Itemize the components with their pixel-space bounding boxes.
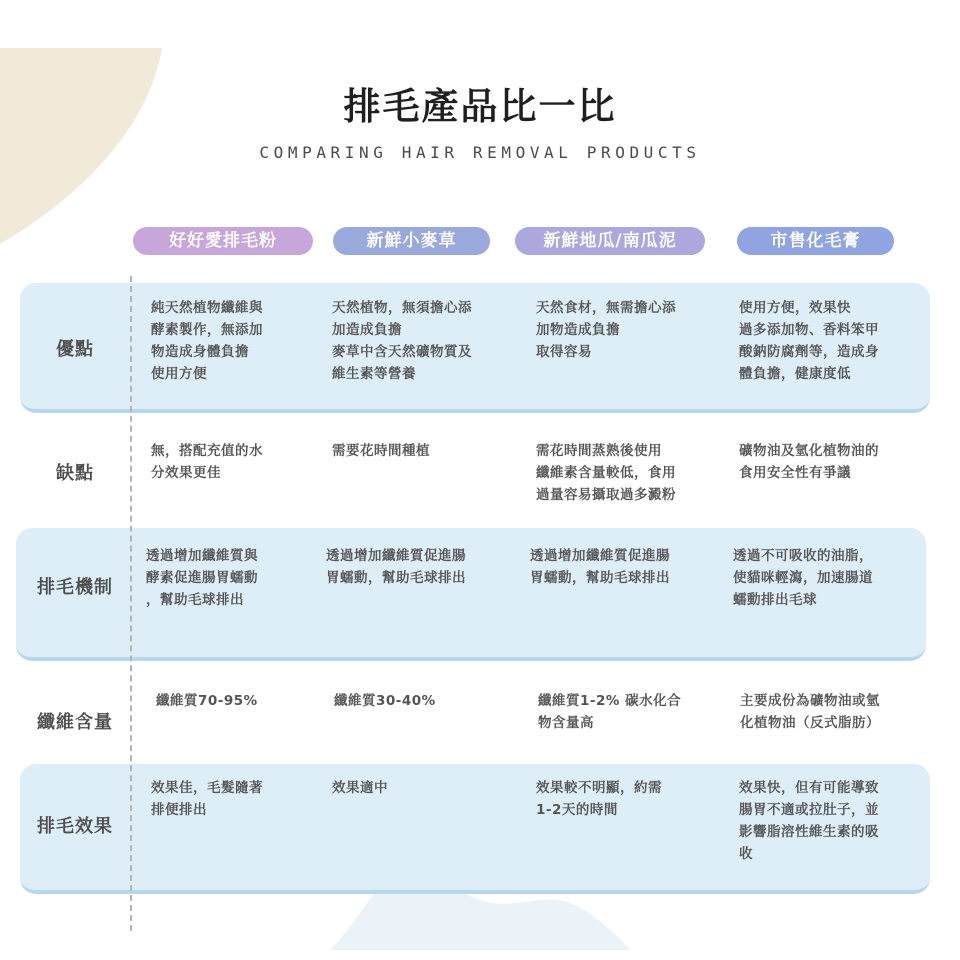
- cell-effect-hairball-paste: 效果快，但有可能導致 腸胃不適或拉肚子，並 影響脂溶性維生素的吸 收: [739, 780, 879, 862]
- page-subtitle: COMPARING HAIR REMOVAL PRODUCTS: [259, 143, 701, 162]
- row-label-cons: 缺點: [56, 463, 94, 484]
- cell-mechanism-wheatgrass: 透過增加纖維質促進腸 胃蠕動，幫助毛球排出: [326, 548, 466, 586]
- cell-fiber-haohaoai: 纖維質70-95%: [156, 693, 258, 709]
- cell-pros-wheatgrass: 天然植物，無須擔心添 加造成負擔 麥草中含天然礦物質及 維生素等營養: [332, 300, 472, 382]
- cell-mechanism-sweet-potato: 透過增加纖維質促進腸 胃蠕動，幫助毛球排出: [530, 548, 670, 586]
- cell-cons-haohaoai: 無，搭配充值的水 分效果更佳: [151, 443, 263, 481]
- cell-mechanism-hairball-paste: 透過不可吸收的油脂， 使貓咪輕瀉，加速腸道 蠕動排出毛球: [733, 548, 873, 608]
- cell-pros-sweet-potato: 天然食材，無需擔心添 加物造成負擔 取得容易: [536, 300, 676, 360]
- cell-fiber-hairball-paste: 主要成份為礦物油或氫 化植物油（反式脂肪）: [740, 693, 880, 731]
- product-pill-sweet-potato: 新鮮地瓜/南瓜泥: [515, 227, 705, 255]
- cell-effect-wheatgrass: 效果適中: [332, 780, 388, 796]
- cell-mechanism-haohaoai: 透過增加纖維質與 酵素促進腸胃蠕動 ，幫助毛球排出: [146, 548, 258, 608]
- cell-pros-hairball-paste: 使用方便，效果快 過多添加物、香料笨甲 酸鈉防腐劑等，造成身 體負擔，健康度低: [739, 300, 879, 382]
- product-pill-hairball-paste: 市售化毛膏: [737, 227, 894, 255]
- cell-fiber-sweet-potato: 纖維質1-2% 碳水化合 物含量高: [538, 693, 682, 731]
- row-label-mechanism: 排毛機制: [37, 577, 113, 598]
- cell-effect-sweet-potato: 效果較不明顯，約需 1-2天的時間: [536, 780, 662, 818]
- row-label-pros: 優點: [56, 339, 94, 360]
- cell-pros-haohaoai: 純天然植物纖維與 酵素製作，無添加 物造成身體負擔 使用方便: [151, 300, 263, 382]
- column-divider: [130, 276, 132, 931]
- page-title: 排毛產品比一比: [343, 85, 617, 128]
- row-label-fiber: 纖維含量: [37, 712, 113, 733]
- cell-effect-haohaoai: 效果佳，毛髮隨著 排便排出: [151, 780, 263, 818]
- cell-cons-hairball-paste: 礦物油及氫化植物油的 食用安全性有爭議: [739, 443, 879, 481]
- product-pill-wheatgrass: 新鮮小麥草: [333, 227, 490, 255]
- cell-cons-sweet-potato: 需花時間蒸熟後使用 纖維素含量較低，食用 過量容易攝取過多澱粉: [536, 443, 676, 503]
- product-pill-haohaoai: 好好愛排毛粉: [133, 227, 313, 255]
- cell-fiber-wheatgrass: 纖維質30-40%: [334, 693, 436, 709]
- cell-cons-wheatgrass: 需要花時間種植: [332, 443, 430, 459]
- row-label-effect: 排毛效果: [37, 816, 113, 837]
